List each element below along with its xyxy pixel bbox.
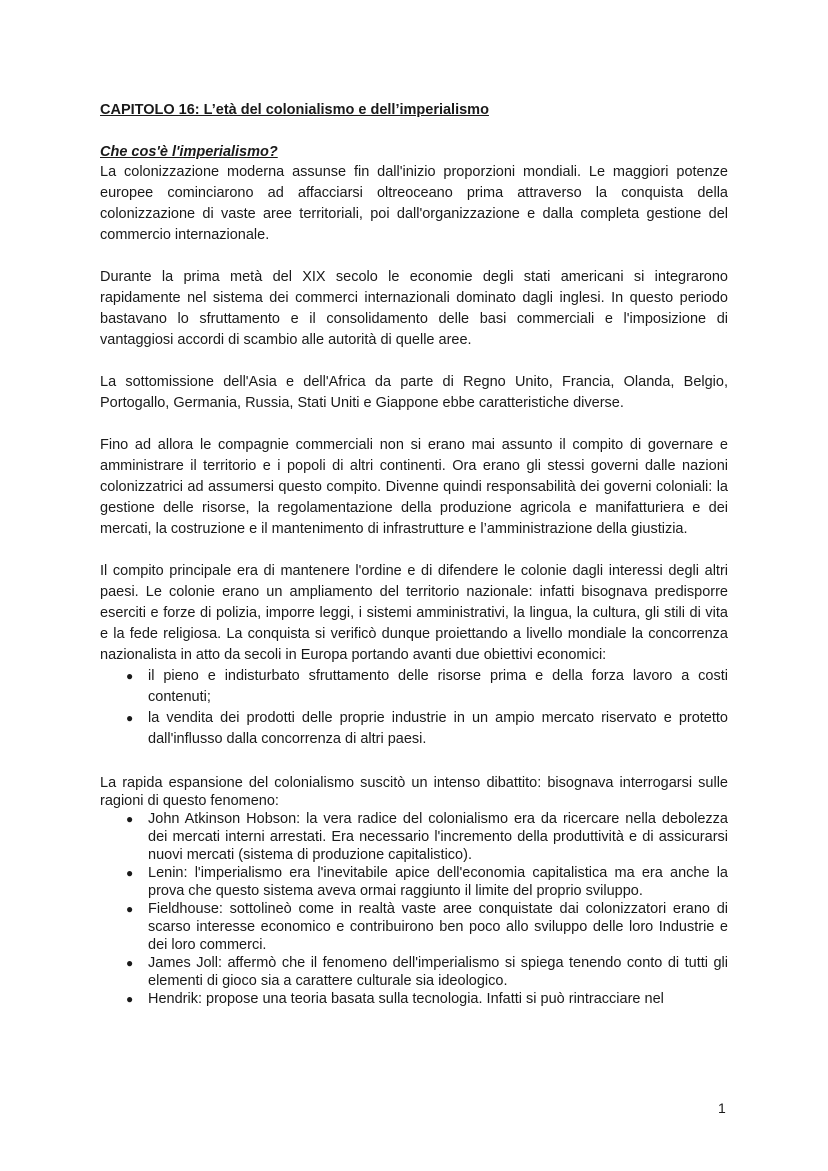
list-item — [100, 864, 728, 900]
list-item-text: la vendita dei prodotti delle proprie industrie in un ampio mercato riservato e protetto dall'influsso dalla concorrenza di altri paesi. — [148, 710, 728, 747]
bullet-icon: ● — [126, 812, 134, 826]
list-item — [100, 990, 728, 1008]
objectives-list — [100, 666, 728, 750]
paragraph-5: Il compito principale era di mantenere l'ordine e di difendere le colonie dagli interessi degli altri paesi. Le colonie erano un ampliamento del territorio nazionale: infatti bisognava predisporre eserciti e forze di polizia, imporre leggi, i sistemi amministrativi, la lingua, la cultura, gli stili di vita e la fede religiosa. La conquista si verificò dunque proiettando a livello mondiale la concorrenza nazionalista in atto da secoli in Europa portando avanti due obiettivi economici: — [100, 563, 728, 663]
paragraph-1: La colonizzazione moderna assunse fin dall'inizio proporzioni mondiali. Le maggiori potenze europee cominciarono ad affacciarsi oltreoceano prima attraverso la conquista della colonizzazione di vaste aree territoriali, poi dall'organizzazione e dalla completa gestione del commercio internazionale. — [100, 164, 728, 243]
list-item — [100, 666, 728, 708]
list-item-text: Fieldhouse: sottolineò come in realtà vaste aree conquistate dai colonizzatori erano di scarso interesse economico e contribuirono ben poco allo sviluppo delle loro Industrie e dei loro commerci. — [148, 901, 728, 953]
list-item-text: James Joll: affermò che il fenomeno dell'imperialismo si spiega tenendo conto di tutti gli elementi di gioco sia a carattere culturale sia ideologico. — [148, 955, 728, 989]
document-page — [100, 100, 728, 1008]
list-item-text: John Atkinson Hobson: la vera radice del colonialismo era da ricercare nella debolezza dei mercati interni arrestati. Era necessario l'incremento della produttività e di assicurarsi nuovi mercati (sistema di produzione capitalistico). — [148, 811, 728, 863]
list-item — [100, 810, 728, 864]
theories-list — [100, 810, 728, 1008]
bullet-icon: ● — [126, 711, 134, 725]
chapter-title: CAPITOLO 16: L’età del colonialismo e dell’imperialismo — [100, 102, 489, 118]
list-item — [100, 900, 728, 954]
bullet-icon: ● — [126, 992, 134, 1006]
bullet-icon: ● — [126, 902, 134, 916]
page-number: 1 — [718, 1100, 726, 1116]
bullet-icon: ● — [126, 956, 134, 970]
paragraph-3: La sottomissione dell'Asia e dell'Africa da parte di Regno Unito, Francia, Olanda, Belgio, Portogallo, Germania, Russia, Stati Uniti e Giappone ebbe caratteristiche diverse. — [100, 374, 728, 411]
section-subtitle: Che cos'è l'imperialismo? — [100, 144, 278, 160]
paragraph-6: La rapida espansione del colonialismo suscitò un intenso dibattito: bisognava interrogarsi sulle ragioni di questo fenomeno: — [100, 775, 728, 809]
list-item — [100, 954, 728, 990]
list-item-text: Hendrik: propose una teoria basata sulla tecnologia. Infatti si può rintracciare nel — [148, 991, 664, 1007]
paragraph-4: Fino ad allora le compagnie commerciali non si erano mai assunto il compito di governare e amministrare il territorio e i popoli di altri continenti. Ora erano gli stessi governi dalle nazioni colonizzatrici ad assumersi questo compito. Divenne quindi responsabilità dei governi coloniali: la gestione delle risorse, la regolamentazione della produzione agricola e manifatturiera e dei mercati, la costruzione e il mantenimento di infrastrutture e l’amministrazione della giustizia. — [100, 437, 728, 537]
paragraph-2: Durante la prima metà del XIX secolo le economie degli stati americani si integrarono rapidamente nel sistema dei commerci internazionali dominato dagli inglesi. In questo periodo bastavano lo sfruttamento e il consolidamento delle basi commerciali e l'imposizione di vantaggiosi accordi di scambio alle autorità di quelle aree. — [100, 269, 728, 348]
bullet-icon: ● — [126, 866, 134, 880]
bullet-icon: ● — [126, 669, 134, 683]
list-item-text: Lenin: l'imperialismo era l'inevitabile apice dell'economia capitalistica ma era anche la prova che questo sistema aveva ormai raggiunto il limite del proprio sviluppo. — [148, 865, 728, 899]
list-item-text: il pieno e indisturbato sfruttamento delle risorse prima e della forza lavoro a costi contenuti; — [148, 668, 728, 705]
list-item — [100, 708, 728, 750]
